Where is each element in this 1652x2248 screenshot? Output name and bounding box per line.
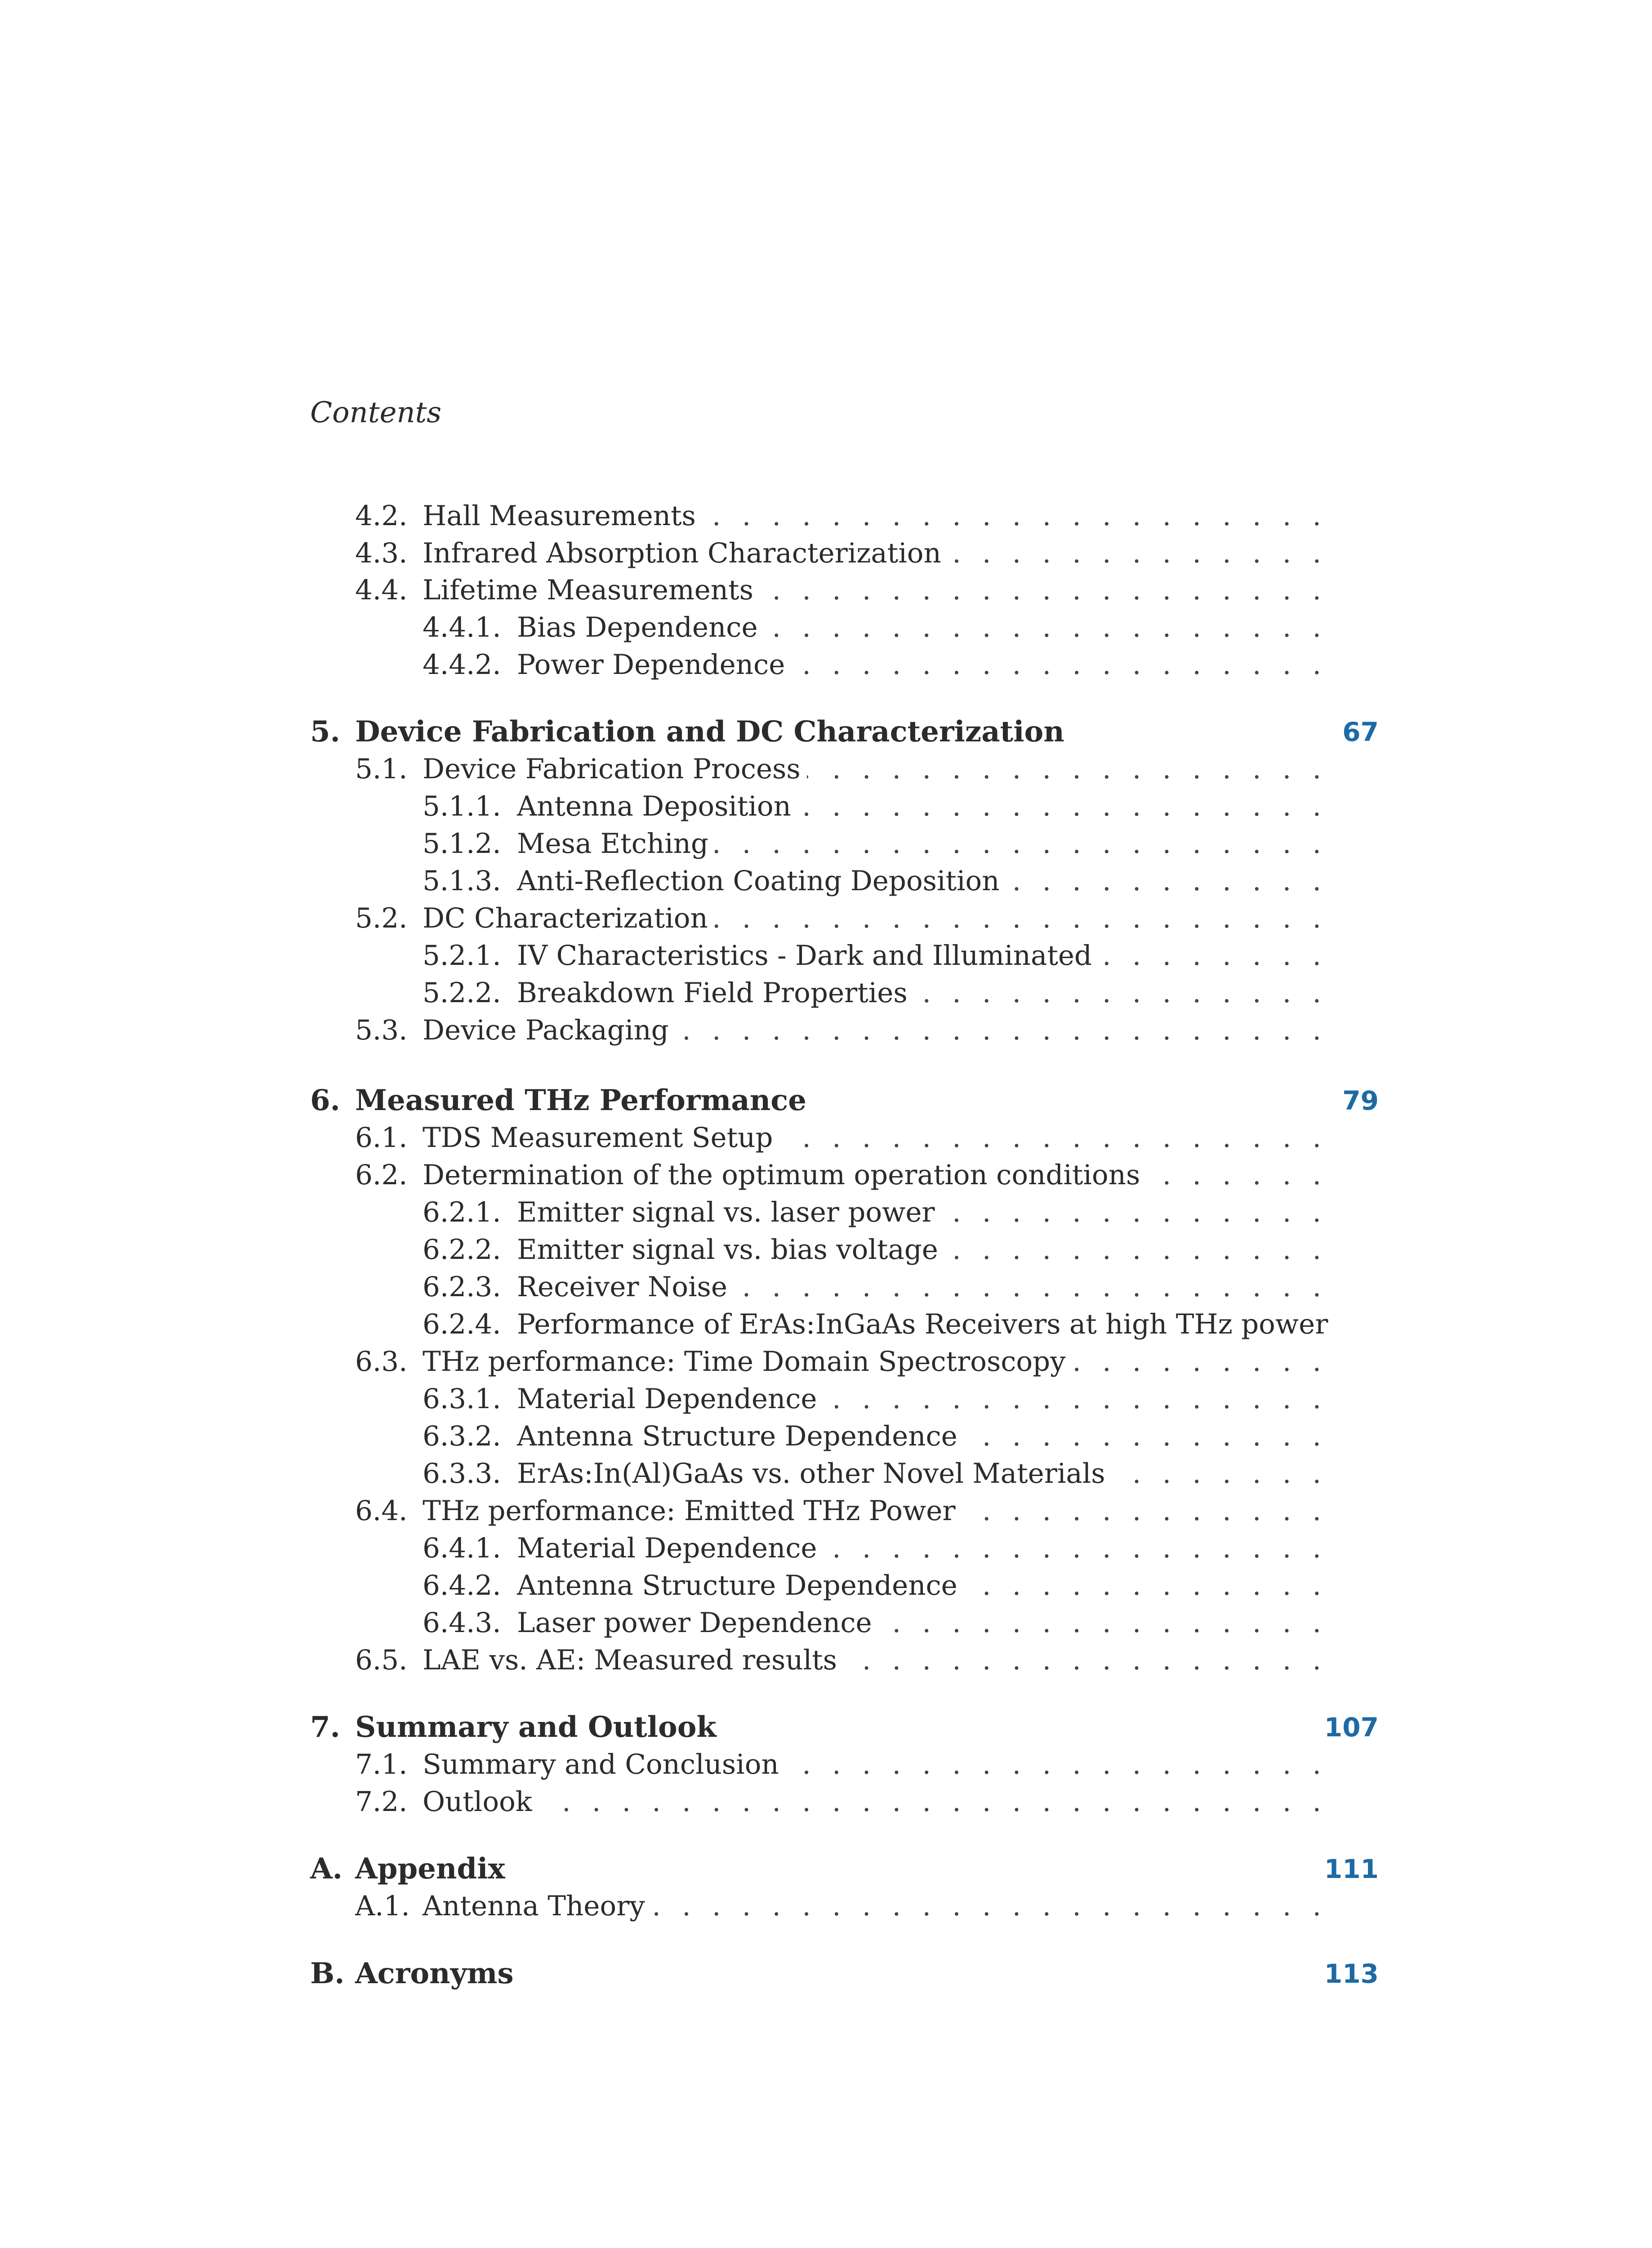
toc-entry-title: Anti-Reflection Coating Deposition — [517, 863, 1006, 900]
toc-entry-title: Summary and Conclusion — [423, 1746, 785, 1783]
toc-entry-title: Breakdown Field Properties — [517, 975, 914, 1012]
toc-entry-title: THz performance: Emitted THz Power — [423, 1493, 962, 1530]
toc-entry-title: Material Dependence — [517, 1381, 824, 1418]
toc-entry[interactable] — [0, 1231, 1652, 1268]
toc-entry-number: 7. — [310, 1710, 340, 1744]
page-header: Contents — [310, 396, 442, 429]
toc-entry-number: 6.2. — [355, 1159, 408, 1191]
toc-entry-title: Device Fabrication and DC Characterization — [355, 714, 1071, 750]
toc-entry-title: Performance of ErAs:InGaAs Receivers at high THz power — [517, 1306, 1334, 1343]
toc-entry[interactable] — [0, 1381, 1652, 1418]
toc-entry-number: 5.3. — [355, 1014, 408, 1046]
toc-entry-title: Determination of the optimum operation conditions — [423, 1157, 1146, 1194]
toc-entry-title: Hall Measurements — [423, 498, 702, 535]
toc-entry-number: A.1. — [355, 1890, 410, 1922]
toc-entry[interactable] — [0, 1642, 1652, 1679]
toc-entry[interactable] — [0, 1418, 1652, 1455]
toc-entry-dot-leader — [423, 1784, 1327, 1820]
toc-entry-number: 6. — [310, 1084, 340, 1117]
toc-entry-number: 6.3.1. — [423, 1383, 501, 1415]
toc-entry-title: IV Characteristics - Dark and Illuminated — [517, 937, 1098, 974]
toc-entry-number: 6.3. — [355, 1346, 408, 1378]
toc-entry[interactable] — [0, 1955, 1652, 1992]
toc-entry[interactable] — [0, 1851, 1652, 1887]
toc-entry[interactable] — [0, 1012, 1652, 1049]
toc-entry-title: Power Dependence — [517, 647, 791, 683]
toc-entry-number: 5.1. — [355, 753, 408, 785]
toc-entry-number: 4.2. — [355, 500, 408, 532]
toc-entry-number: 6.4.1. — [423, 1532, 501, 1564]
toc-entry-title: Receiver Noise — [517, 1269, 734, 1306]
toc-entry[interactable] — [0, 1269, 1652, 1306]
toc-entry-number: 4.4.2. — [423, 649, 501, 681]
toc-entry-title: LAE vs. AE: Measured results — [423, 1642, 843, 1679]
toc-entry-page-number[interactable]: 67 — [1342, 717, 1379, 747]
toc-entry-number: 4.3. — [355, 537, 408, 569]
toc-entry-title: Device Fabrication Process — [423, 751, 807, 788]
toc-entry[interactable] — [0, 863, 1652, 900]
toc-entry[interactable] — [0, 1157, 1652, 1194]
toc-entry[interactable] — [0, 1746, 1652, 1783]
toc-entry[interactable] — [0, 1120, 1652, 1156]
toc-entry[interactable] — [0, 788, 1652, 825]
toc-entry-number: 6.2.2. — [423, 1234, 501, 1266]
toc-entry-title: Device Packaging — [423, 1012, 675, 1049]
toc-entry-number: 6.2.1. — [423, 1196, 501, 1228]
toc-entry-number: 6.4. — [355, 1495, 408, 1527]
toc-entry-number: 5.2.2. — [423, 977, 501, 1009]
toc-entry[interactable] — [0, 498, 1652, 535]
toc-entry-title: Measured THz Performance — [355, 1082, 813, 1119]
toc-entry[interactable] — [0, 609, 1652, 646]
toc-entry-title: Antenna Deposition — [517, 788, 797, 825]
toc-entry[interactable] — [0, 937, 1652, 974]
toc-entry-title: Mesa Etching — [517, 825, 715, 862]
toc-entry-number: 6.3.3. — [423, 1458, 501, 1490]
toc-entry-title: DC Characterization — [423, 900, 714, 937]
toc-entry[interactable] — [0, 1888, 1652, 1925]
toc-entry-title: ErAs:In(Al)GaAs vs. other Novel Materials — [517, 1455, 1112, 1492]
toc-entry[interactable] — [0, 751, 1652, 788]
toc-entry-title: Emitter signal vs. bias voltage — [517, 1231, 944, 1268]
toc-entry-number: 5.2. — [355, 902, 408, 934]
toc-entry-title: Outlook — [423, 1784, 539, 1820]
toc-entry-title: Acronyms — [355, 1955, 520, 1992]
toc-entry-title: Antenna Theory — [423, 1888, 651, 1925]
toc-entry-number: 5.1.1. — [423, 790, 501, 822]
toc-entry-number: 6.2.3. — [423, 1271, 501, 1303]
toc-entry-number: A. — [310, 1852, 343, 1886]
toc-entry-number: 6.5. — [355, 1644, 408, 1676]
toc-entry-page-number[interactable]: 111 — [1324, 1854, 1379, 1884]
toc-entry-number: 6.4.3. — [423, 1607, 501, 1639]
toc-entry[interactable] — [0, 572, 1652, 609]
toc-entry-title: Summary and Outlook — [355, 1709, 723, 1746]
toc-entry-number: 7.1. — [355, 1748, 408, 1780]
toc-entry-title: Lifetime Measurements — [423, 572, 760, 609]
toc-entry-number: B. — [310, 1957, 345, 1990]
toc-entry-number: 5.2.1. — [423, 940, 501, 972]
toc-entry-number: 5.1.2. — [423, 828, 501, 860]
toc-entry-number: 4.4. — [355, 574, 408, 606]
toc-entry-title: Infrared Absorption Characterization — [423, 535, 948, 572]
toc-entry-number: 4.4.1. — [423, 611, 501, 643]
toc-entry[interactable] — [0, 647, 1652, 683]
toc-entry-page-number[interactable]: 107 — [1324, 1712, 1379, 1743]
toc-entry-number: 6.2.4. — [423, 1308, 501, 1340]
toc-entry-page-number[interactable]: 113 — [1324, 1958, 1379, 1989]
toc-entry-number: 6.3.2. — [423, 1420, 501, 1452]
toc-entry[interactable] — [0, 1194, 1652, 1231]
toc-entry-number: 6.4.2. — [423, 1570, 501, 1601]
toc-entry[interactable] — [0, 1306, 1652, 1343]
toc-entry[interactable] — [0, 1493, 1652, 1530]
toc-entry[interactable] — [0, 1530, 1652, 1567]
toc-entry[interactable] — [0, 1082, 1652, 1119]
toc-entry[interactable] — [0, 1567, 1652, 1604]
toc-entry-title: Laser power Dependence — [517, 1605, 878, 1641]
toc-entry-title: Material Dependence — [517, 1530, 824, 1567]
toc-entry-number: 6.1. — [355, 1122, 408, 1154]
toc-entry[interactable] — [0, 825, 1652, 862]
toc-entry[interactable] — [0, 1709, 1652, 1746]
toc-entry-title: Antenna Structure Dependence — [517, 1567, 964, 1604]
toc-entry[interactable] — [0, 1455, 1652, 1492]
toc-entry[interactable] — [0, 975, 1652, 1012]
toc-entry-number: 5. — [310, 715, 340, 749]
toc-entry[interactable] — [0, 900, 1652, 937]
toc-entry[interactable] — [0, 535, 1652, 572]
toc-entry-title: Bias Dependence — [517, 609, 764, 646]
toc-entry-number: 5.1.3. — [423, 865, 501, 897]
toc-entry-title: Emitter signal vs. laser power — [517, 1194, 941, 1231]
toc-entry-title: Appendix — [355, 1851, 512, 1887]
toc-entry-title: THz performance: Time Domain Spectroscopy — [423, 1343, 1072, 1380]
toc-entry-title: TDS Measurement Setup — [423, 1120, 779, 1156]
toc-entry[interactable] — [0, 714, 1652, 750]
toc-entry-title: Antenna Structure Dependence — [517, 1418, 964, 1455]
toc-entry-number: 7.2. — [355, 1786, 408, 1818]
toc-entry-page-number[interactable]: 79 — [1342, 1085, 1379, 1116]
toc-entry[interactable] — [0, 1605, 1652, 1641]
toc-entry[interactable] — [0, 1343, 1652, 1380]
toc-entry[interactable] — [0, 1784, 1652, 1820]
